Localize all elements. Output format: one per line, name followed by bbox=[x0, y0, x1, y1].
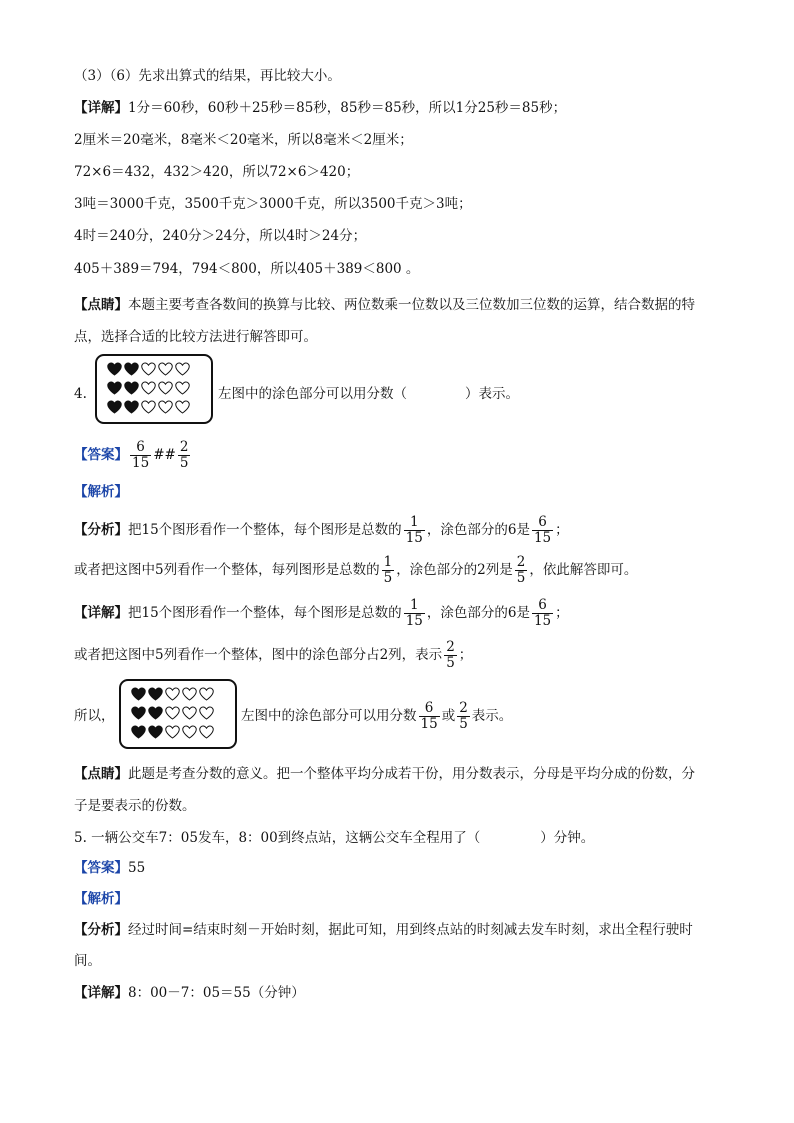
empty-heart-icon bbox=[175, 400, 190, 414]
q3-remark-2: 点，选择合适的比较方法进行解答即可。 bbox=[74, 329, 317, 345]
q3-intro: （3）（6）先求出算式的结果，再比较大小。 bbox=[74, 68, 341, 84]
empty-heart-icon bbox=[165, 725, 180, 739]
q4-fenxi-1: 【分析】把15个图形看作一个整体，每个图形是总数的 $\frac{1}{15}$ ，涂色部分的6是 $\frac{6}{15}$ ； bbox=[74, 514, 569, 546]
q4-remark-1: 【点睛】此题是考查分数的意义。把一个整体平均分成若干份，用分数表示，分母是平均分成的份数，分 bbox=[74, 766, 695, 782]
fraction-2-5: $\frac{2}{5}$ bbox=[446, 639, 455, 671]
heart-figure-answer bbox=[119, 679, 237, 749]
fraction-1-5: $\frac{1}{5}$ bbox=[383, 554, 393, 586]
answer-tag: 【答案】 bbox=[74, 447, 128, 463]
q4-remark-2: 子是要表示的份数。 bbox=[74, 798, 196, 814]
empty-heart-icon bbox=[141, 381, 156, 395]
fraction-1-15: $\frac{1}{15}$ bbox=[405, 597, 423, 629]
q3-remark-text: 本题主要考查各数间的换算与比较、两位数乘一位数以及三位数加三位数的运算，结合数据的特 bbox=[128, 297, 695, 313]
detail-tag: 【详解】 bbox=[74, 100, 128, 116]
q3-detail-5: 4时＝240分，240分＞24分，所以4时＞24分； bbox=[74, 228, 367, 244]
q4-detail-1: 【详解】把15个图形看作一个整体，每个图形是总数的 $\frac{1}{15}$ ，涂色部分的6是 $\frac{6}{15}$ ； bbox=[74, 597, 569, 629]
filled-heart-icon bbox=[131, 706, 146, 720]
heart-grid bbox=[107, 360, 192, 417]
remark-tag: 【点睛】 bbox=[74, 297, 128, 313]
q3-detail-line: 1分＝60秒，60秒＋25秒＝85秒，85秒＝85秒，所以1分25秒＝85秒； bbox=[128, 100, 567, 116]
q4-number: 4. bbox=[74, 386, 87, 402]
fraction-6-15: $\frac{6}{15}$ bbox=[533, 514, 552, 546]
filled-heart-icon bbox=[124, 381, 139, 395]
empty-heart-icon bbox=[199, 725, 214, 739]
filled-heart-icon bbox=[131, 725, 146, 739]
heart-figure-question bbox=[95, 354, 213, 424]
filled-heart-icon bbox=[107, 362, 122, 376]
fraction-1-15: $\frac{1}{15}$ bbox=[405, 514, 423, 546]
q5-question: 5. 一辆公交车7：05发车，8：00到终点站，这辆公交车全程用了（ ）分钟。 bbox=[74, 830, 595, 846]
filled-heart-icon bbox=[107, 400, 122, 414]
q3-detail-6: 405＋389＝794，794＜800，所以405＋389＜800 。 bbox=[74, 261, 420, 277]
q5-fenxi-2: 间。 bbox=[74, 953, 101, 969]
empty-heart-icon bbox=[158, 362, 173, 376]
q3-remark-1 bbox=[74, 295, 695, 315]
filled-heart-icon bbox=[148, 706, 163, 720]
q5-fenxi-1: 【分析】经过时间=结束时刻－开始时刻，据此可知，用到终点站的时刻减去发车时刻，求出全程行驶时 bbox=[74, 922, 693, 938]
empty-heart-icon bbox=[199, 687, 214, 701]
empty-heart-icon bbox=[182, 687, 197, 701]
q3-detail-2: 2厘米＝20毫米，8毫米＜20毫米，所以8毫米＜2厘米； bbox=[74, 132, 413, 148]
empty-heart-icon bbox=[141, 400, 156, 414]
q3-detail-4: 3吨＝3000千克，3500千克＞3000千克，所以3500千克＞3吨； bbox=[74, 196, 472, 212]
filled-heart-icon bbox=[148, 725, 163, 739]
answer-fraction-2-5: $\frac{2}{5}$ bbox=[179, 439, 189, 471]
q4-question bbox=[218, 384, 519, 404]
heart-grid bbox=[131, 685, 216, 742]
q4-so-label: 所以， bbox=[74, 708, 115, 724]
filled-heart-icon bbox=[107, 381, 122, 395]
fraction-2-5: $\frac{2}{5}$ bbox=[459, 700, 468, 732]
empty-heart-icon bbox=[175, 381, 190, 395]
fraction-2-5: $\frac{2}{5}$ bbox=[516, 554, 526, 586]
empty-heart-icon bbox=[165, 706, 180, 720]
empty-heart-icon bbox=[158, 400, 173, 414]
empty-heart-icon bbox=[165, 687, 180, 701]
q5-detail: 【详解】8：00－7：05＝55（分钟） bbox=[74, 985, 305, 1001]
q5-analysis-tag: 【解析】 bbox=[74, 891, 128, 907]
empty-heart-icon bbox=[182, 725, 197, 739]
empty-heart-icon bbox=[199, 706, 214, 720]
q4-detail-2: 或者把这图中5列看作一个整体，图中的涂色部分占2列，表示 $\frac{2}{5}$ ； bbox=[74, 639, 473, 671]
q5-answer: 【答案】55 bbox=[74, 860, 146, 876]
empty-heart-icon bbox=[158, 381, 173, 395]
answer-fraction-6-15: $\frac{6}{15}$ bbox=[132, 439, 150, 471]
filled-heart-icon bbox=[124, 400, 139, 414]
empty-heart-icon bbox=[182, 706, 197, 720]
filled-heart-icon bbox=[124, 362, 139, 376]
filled-heart-icon bbox=[131, 687, 146, 701]
filled-heart-icon bbox=[148, 687, 163, 701]
empty-heart-icon bbox=[175, 362, 190, 376]
q3-detail-3: 72×6＝432，432＞420，所以72×6＞420； bbox=[74, 164, 360, 180]
fraction-6-15: $\frac{6}{15}$ bbox=[533, 597, 552, 629]
q4-analysis-tag: 【解析】 bbox=[74, 484, 128, 500]
q4-question-end: ）表示。 bbox=[465, 386, 519, 402]
q4-question-text: 左图中的涂色部分可以用分数（ bbox=[218, 386, 407, 402]
q4-answer bbox=[74, 438, 192, 472]
empty-heart-icon bbox=[141, 362, 156, 376]
fraction-6-15: $\frac{6}{15}$ bbox=[420, 700, 438, 732]
q4-fenxi-2: 或者把这图中5列看作一个整体，每列图形是总数的 $\frac{1}{5}$ ，涂色部分的2列是 $\frac{2}{5}$ ，依此解答即可。 bbox=[74, 554, 638, 586]
answer-separator: ## bbox=[153, 447, 176, 463]
q4-so-text: 左图中的涂色部分可以用分数 $\frac{6}{15}$ 或 $\frac{2}{5}$ 表示。 bbox=[241, 700, 513, 732]
q3-detail-1 bbox=[74, 98, 566, 118]
